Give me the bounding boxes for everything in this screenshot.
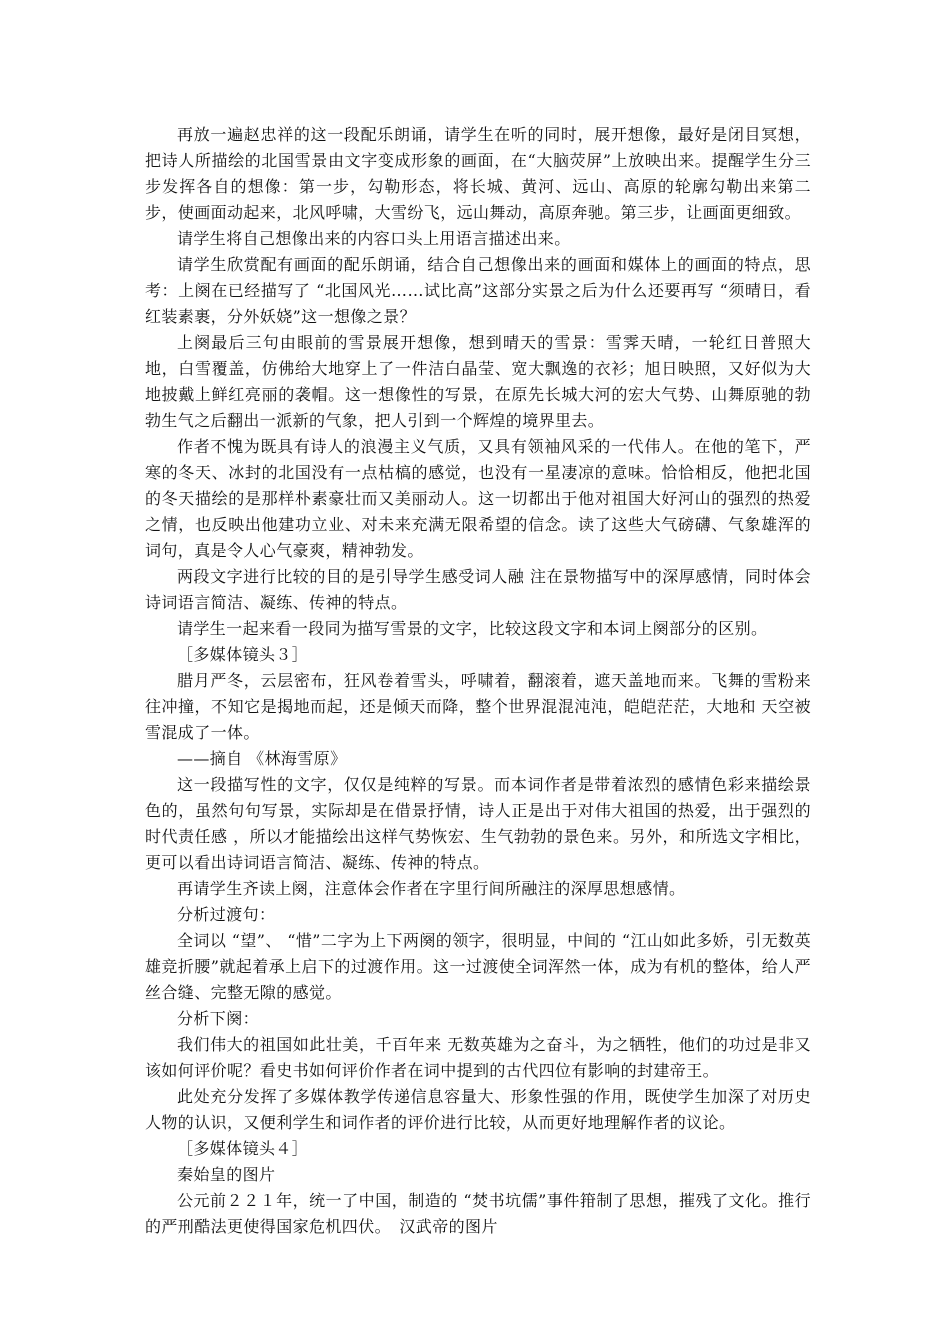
section-label: 分析过渡句： <box>177 905 276 924</box>
paragraph: 这一段描写性的文字，仅仅是纯粹的写景。而本词作者是带着浓烈的感情色彩来描绘景色的，虽然句句写景，实际却是在借景抒情，诗人正是出于对伟大祖国的热爱，出于强烈的时代责任感 ，所以才能描绘出这样气势恢宏、生气勃勃的景色来。另外，和所选文字相比，更可以看出诗词语言简洁、凝练、传神的特点。 <box>145 775 811 872</box>
paragraph: 请学生欣赏配有画面的配乐朗诵，结合自己想像出来的画面和媒体上的画面的特点，思考：上阕在已经描写了 “北国风光……试比高”这部分实景之后为什么还要再写 “须晴日，看红装素裹，分外妖娆”这一想像之景？ <box>145 255 811 326</box>
paragraph: 作者不愧为既具有诗人的浪漫主义气质，又具有领袖风采的一代伟人。在他的笔下，严寒的冬天、冰封的北国没有一点枯槁的感觉，也没有一星凄凉的意味。恰恰相反，他把北国的冬天描绘的是那样朴素豪壮而又美丽动人。这一切都出于他对祖国大好河山的强烈的热爱之情，也反映出他建功立业、对未来充满无限希望的信念。读了这些大气磅礴、气象雄浑的词句，真是令人心气豪爽，精神勃发。 <box>145 437 811 560</box>
paragraph: 上阕最后三句由眼前的雪景展开想像，想到晴天的雪景：雪霁天晴，一轮红日普照大地，白雪覆盖，仿佛给大地穿上了一件洁白晶莹、宽大飘逸的衣衫；旭日映照，又好似为大地披戴上鲜红亮丽的袭帽。这一想像性的写景，在原先长城大河的宏大气势、山舞原驰的勃勃生气之后翻出一派新的气象，把人引到一个辉煌的境界里去。 <box>145 333 811 430</box>
paragraph: 请学生将自己想像出来的内容口头上用语言描述出来。 <box>177 229 571 248</box>
media-shot-heading: ［多媒体镜头３］ <box>177 645 309 664</box>
paragraph: 此处充分发挥了多媒体教学传递信息容量大、形象性强的作用，既使学生加深了对历史人物的认识，又便利学生和词作者的评价进行比较，从而更好地理解作者的议论。 <box>145 1087 811 1132</box>
image-caption: 秦始皇的图片 <box>177 1165 276 1184</box>
paragraph: 再请学生齐读上阕，注意体会作者在字里行间所融注的深厚思想感情。 <box>177 879 686 898</box>
section-label: 分析下阕： <box>177 1009 260 1028</box>
paragraph: 再放一遍赵忠祥的这一段配乐朗诵，请学生在听的同时，展开想像，最好是闭目冥想，把诗人所描绘的北国雪景由文字变成形象的画面，在“大脑荧屏”上放映出来。提醒学生分三步发挥各自的想像：第一步，勾勒形态，将长城、黄河、远山、高原的轮廓勾勒出来第二步，使画面动起来，北风呼啸，大雪纷飞，远山舞动，高原奔驰。第三步，让画面更细致。 <box>145 125 811 222</box>
paragraph: 请学生一起来看一段同为描写雪景的文字，比较这段文字和本词上阕部分的区别。 <box>177 619 768 638</box>
paragraph: 我们伟大的祖国如此壮美，千百年来 无数英雄为之奋斗，为之牺牲，他们的功过是非又该如何评价呢？看史书如何评价作者在词中提到的古代四位有影响的封建帝王。 <box>145 1035 811 1080</box>
paragraph: 公元前２２１年，统一了中国，制造的 “焚书坑儒”事件箝制了思想，摧残了文化。推行的严刑酷法更使得国家危机四伏。 汉武帝的图片 <box>145 1191 811 1236</box>
paragraph: 两段文字进行比较的目的是引导学生感受词人融 注在景物描写中的深厚感情，同时体会诗词语言简洁、凝练、传神的特点。 <box>145 567 811 612</box>
paragraph: 全词以 “望”、 “惜”二字为上下两阕的领字，很明显，中间的 “江山如此多娇，引无数英雄竞折腰”就起着承上启下的过渡作用。这一过渡使全词浑然一体，成为有机的整体，给人严丝合缝、完整无隙的感觉。 <box>145 931 811 1002</box>
quoted-passage: 腊月严冬，云层密布，狂风卷着雪头，呼啸着，翻滚着，遮天盖地而来。飞舞的雪粉来往冲撞，不知它是揭地而起，还是倾天而降，整个世界混混沌沌，皑皑茫茫，大地和 天空被雪混成了一体。 <box>145 671 811 742</box>
media-shot-heading: ［多媒体镜头４］ <box>177 1139 309 1158</box>
quote-source: ——摘自 《林海雪原》 <box>177 749 347 768</box>
document-body <box>145 122 811 1240</box>
